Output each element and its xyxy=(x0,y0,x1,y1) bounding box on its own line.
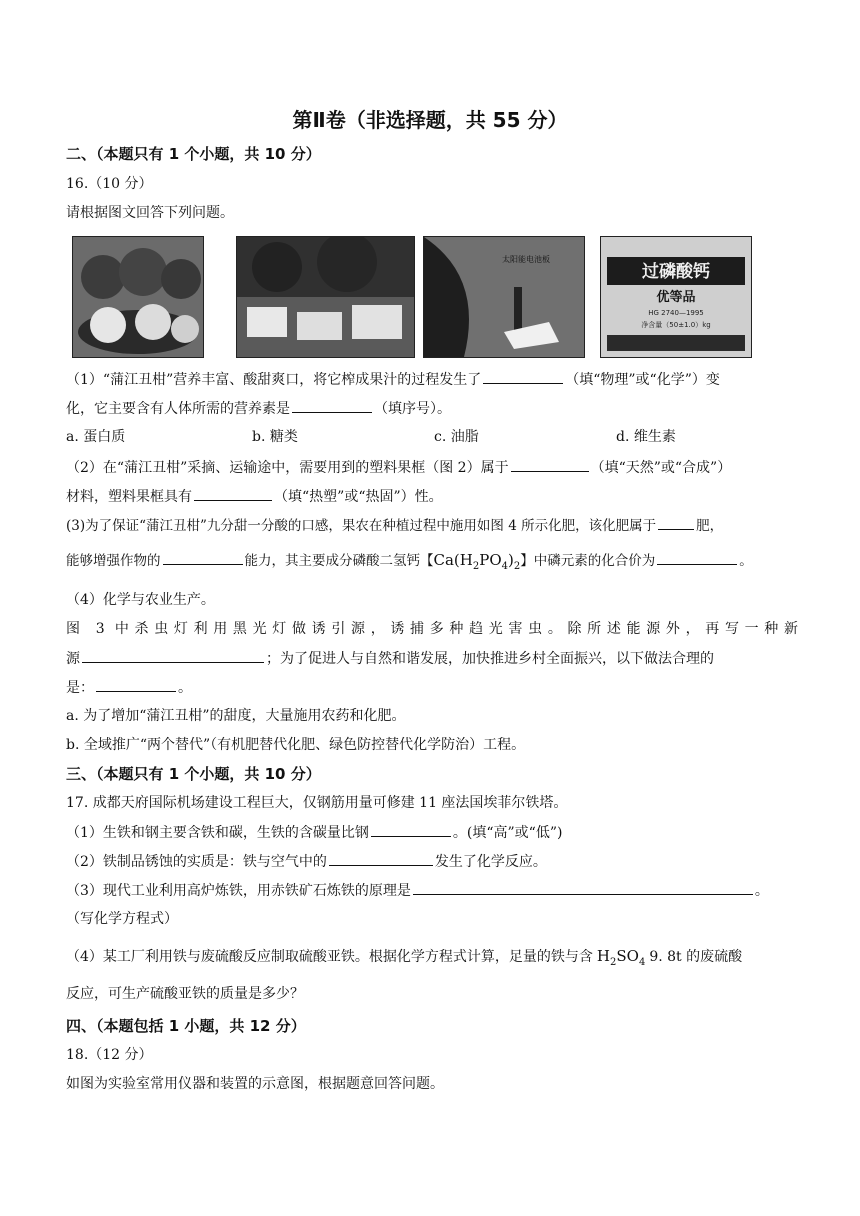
q16-part4-option-a[interactable]: a. 为了增加“蒲江丑柑”的甜度，大量施用农药和化肥。 xyxy=(66,708,406,724)
q18-number: 18.（12 分） xyxy=(66,1047,153,1063)
q16-part3-line2: 能够增强作物的 能力，其主要成分磷酸二氢钙【$Ca(H_2PO_4)_2$】中磷元素的化合价为 。 xyxy=(66,551,753,572)
q17-part1-blank[interactable] xyxy=(371,822,451,837)
q16-part4-blank2[interactable] xyxy=(96,677,176,692)
q16-part2-line1: （2）在“蒲江丑柑”采摘、运输途中，需要用到的塑料果框（图 2）属于 （填“天然”或“合成”） xyxy=(66,457,798,478)
bag-title: 过磷酸钙 xyxy=(642,262,710,282)
section-2-heading: 二、（本题只有 1 个小题，共 10 分） xyxy=(66,145,321,163)
q16-part4-line2: 源 ；为了促进人与自然和谐发展，加快推进乡村全面振兴，以下做法合理的 xyxy=(66,648,798,669)
section-4-heading: 四、（本题包括 1 小题，共 12 分） xyxy=(66,1017,306,1035)
q16-part1-line1: （1）“蒲江丑柑”营养丰富、酸甜爽口，将它榨成果汁的过程发生了 （填“物理”或“化学”）变 xyxy=(66,369,798,390)
q16-part3-blank3[interactable] xyxy=(657,550,737,565)
bag-grade: 优等品 xyxy=(656,290,696,305)
q16-part3-blank2[interactable] xyxy=(163,550,243,565)
q17-part4-line2: 反应，可生产硫酸亚铁的质量是多少？ xyxy=(66,986,304,1002)
q18-intro: 如图为实验室常用仪器和装置的示意图，根据题意回答问题。 xyxy=(66,1076,444,1092)
q16-part1-line2: 化，它主要含有人体所需的营养素是 （填序号）。 xyxy=(66,398,798,419)
q16-options xyxy=(66,427,798,447)
q17-part3-blank[interactable] xyxy=(413,880,753,895)
photo3-label: 太阳能电池板 xyxy=(502,255,550,264)
bag-standard: HG 2740—1995 xyxy=(648,309,704,317)
page-title: 第Ⅱ卷（非选择题，共 55 分） xyxy=(292,108,568,132)
q16-part4-line3: 是： 。 xyxy=(66,677,798,698)
q16-part4-line1: 图 3 中杀虫灯利用黑光灯做诱引源，诱捕多种趋光害虫。除所述能源外，再写一种新 xyxy=(66,621,798,637)
figure-4-fertilizer-bag-photo xyxy=(600,236,752,358)
q16-number: 16.（10 分） xyxy=(66,176,153,192)
q16-part2-blank2[interactable] xyxy=(194,486,272,501)
figure-1-citrus-photo xyxy=(72,236,204,358)
q16-part3-line1: (3)为了保证“蒲江丑柑”九分甜一分酸的口感，果农在种植过程中施用如图 4 所示化肥，该化肥属于 肥， xyxy=(66,515,798,536)
q16-part4-blank1[interactable] xyxy=(82,648,264,663)
q16-part2-line2: 材料，塑料果框具有 （填“热塑”或“热固”）性。 xyxy=(66,486,798,507)
section-3-heading: 三、（本题只有 1 个小题，共 10 分） xyxy=(66,765,321,783)
q16-intro: 请根据图文回答下列问题。 xyxy=(66,205,234,221)
q17-intro: 17. 成都天府国际机场建设工程巨大，仅钢筋用量可修建 11 座法国埃菲尔铁塔。 xyxy=(66,795,568,811)
q16-part4-heading: （4）化学与农业生产。 xyxy=(66,592,215,608)
q17-part3-note: （写化学方程式） xyxy=(66,911,178,927)
q16-part1-blank2[interactable] xyxy=(292,398,372,413)
sulfuric-acid-formula: $H_2SO_4$ xyxy=(596,947,646,968)
q16-part2-blank1[interactable] xyxy=(511,457,589,472)
q16-option-c[interactable]: c. 油脂 xyxy=(434,429,479,445)
q16-part3-blank1[interactable] xyxy=(658,515,694,530)
bag-weight: 净含量（50±1.0）kg xyxy=(641,321,711,329)
figure-3-insect-lamp-photo xyxy=(423,236,585,358)
q16-option-b[interactable]: b. 糖类 xyxy=(252,429,298,445)
figure-2-plastic-crates-photo xyxy=(236,236,415,358)
q17-part2-blank[interactable] xyxy=(329,851,433,866)
q17-part4-line1: （4）某工厂利用铁与废硫酸反应制取硫酸亚铁。根据化学方程式计算，足量的铁与含 $H_2SO_4$ 9. 8t 的废硫酸 xyxy=(66,947,743,968)
q17-part3: （3）现代工业利用高炉炼铁，用赤铁矿石炼铁的原理是 。 xyxy=(66,880,798,901)
calcium-dihydrogen-phosphate-formula: $Ca(H_2PO_4)_2$ xyxy=(433,551,521,572)
q17-part2: （2）铁制品锈蚀的实质是：铁与空气中的 发生了化学反应。 xyxy=(66,851,798,872)
q16-option-a[interactable]: a. 蛋白质 xyxy=(66,429,126,445)
q16-part4-option-b[interactable]: b. 全域推广“两个替代”（有机肥替代化肥、绿色防控替代化学防治）工程。 xyxy=(66,737,526,753)
q16-part1-blank1[interactable] xyxy=(483,369,563,384)
q17-part1: （1）生铁和钢主要含铁和碳，生铁的含碳量比钢 。(填“高”或“低”) xyxy=(66,822,798,843)
q16-option-d[interactable]: d. 维生素 xyxy=(616,429,676,445)
